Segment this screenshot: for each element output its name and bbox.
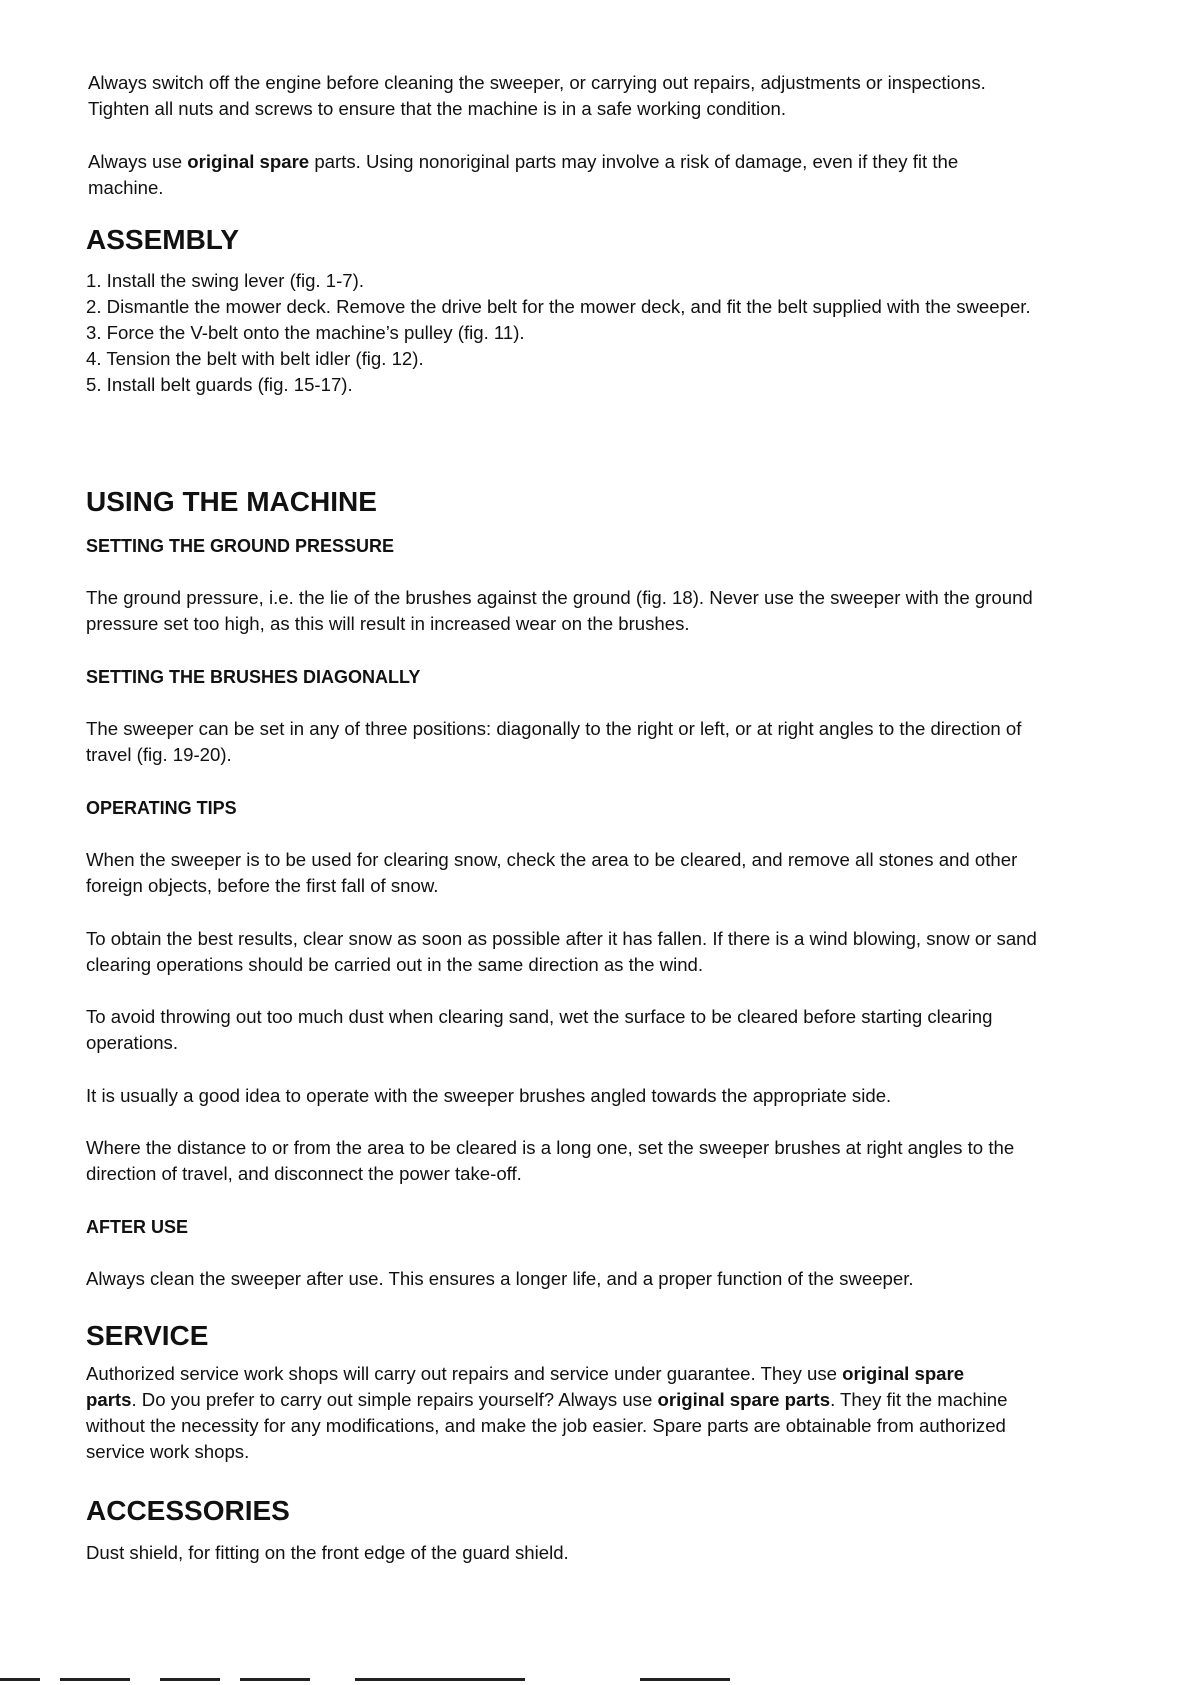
tips-heading: OPERATING TIPS (86, 798, 237, 818)
service-line-4: service work shops. (86, 1441, 250, 1462)
tips-p5-line-2: direction of travel, and disconnect the power take-off. (86, 1163, 522, 1184)
assembly-step-5: 5. Install belt guards (fig. 15-17). (86, 374, 353, 395)
accessories-text: Dust shield, for fitting on the front edge of the guard shield. (86, 1542, 569, 1563)
diagonal-line-2: travel (fig. 19-20). (86, 744, 232, 765)
after-use-text: Always clean the sweeper after use. This ensures a longer life, and a proper function of the sweeper. (86, 1268, 914, 1289)
service-line-2-text-1: . Do you prefer to carry out simple repairs yourself? Always use (131, 1389, 658, 1410)
service-line-2-text-2: . They fit the machine (830, 1389, 1008, 1410)
intro-line-1: Always switch off the engine before cleaning the sweeper, or carrying out repairs, adjustments or inspections. (88, 72, 986, 93)
assembly-step-2: 2. Dismantle the mower deck. Remove the drive belt for the mower deck, and fit the belt supplied with the sweeper. (86, 296, 1031, 317)
cutoff-text-fragments (0, 1678, 1192, 1685)
intro-parts-line-2: machine. (88, 177, 164, 198)
assembly-step-3: 3. Force the V-belt onto the machine’s pulley (fig. 11). (86, 322, 525, 343)
service-line-1-text: Authorized service work shops will carry out repairs and service under guarantee. They use (86, 1363, 843, 1384)
diagonal-line-1: The sweeper can be set in any of three positions: diagonally to the right or left, or at right angles to the direction of (86, 718, 1022, 739)
intro-parts-prefix: Always use (88, 151, 188, 172)
tips-p2-line-1: To obtain the best results, clear snow as soon as possible after it has fallen. If there is a wind blowing, snow or sand (86, 928, 1037, 949)
service-line-1 (86, 1361, 964, 1387)
tips-p3-line-2: operations. (86, 1032, 178, 1053)
service-heading: SERVICE (86, 1320, 209, 1351)
tips-p4-line-1: It is usually a good idea to operate with the sweeper brushes angled towards the appropriate side. (86, 1085, 892, 1106)
intro-parts-line (88, 149, 958, 175)
service-line-2 (86, 1387, 1007, 1413)
assembly-heading: ASSEMBLY (86, 224, 240, 255)
intro-line-2: Tighten all nuts and screws to ensure that the machine is in a safe working condition. (88, 98, 786, 119)
after-use-heading: AFTER USE (86, 1217, 189, 1237)
intro-parts-suffix: parts. Using nonoriginal parts may involve a risk of damage, even if they fit the (309, 151, 959, 172)
intro-parts-bold: original spare (187, 151, 310, 172)
accessories-heading: ACCESSORIES (86, 1495, 290, 1526)
tips-p2-line-2: clearing operations should be carried out in the same direction as the wind. (86, 954, 704, 975)
tips-p1-line-2: foreign objects, before the first fall of snow. (86, 875, 439, 896)
ground-pressure-line-2: pressure set too high, as this will result in increased wear on the brushes. (86, 613, 690, 634)
tips-p5-line-1: Where the distance to or from the area to be cleared is a long one, set the sweeper brushes at right angles to the (86, 1137, 1015, 1158)
ground-pressure-heading: SETTING THE GROUND PRESSURE (86, 536, 395, 556)
service-line-2-bold-2: original spare parts (657, 1389, 831, 1410)
service-line-2-bold: parts (86, 1389, 132, 1410)
service-line-3: without the necessity for any modifications, and make the job easier. Spare parts are obtainable from authorized (86, 1415, 1006, 1436)
tips-p3-line-1: To avoid throwing out too much dust when clearing sand, wet the surface to be cleared before starting clearing (86, 1006, 993, 1027)
diagonal-heading: SETTING THE BRUSHES DIAGONALLY (86, 667, 421, 687)
assembly-step-4: 4. Tension the belt with belt idler (fig. 12). (86, 348, 424, 369)
service-line-1-bold: original spare (842, 1363, 965, 1384)
using-heading: USING THE MACHINE (86, 486, 377, 517)
ground-pressure-line-1: The ground pressure, i.e. the lie of the brushes against the ground (fig. 18). Never use the sweeper with the ground (86, 587, 1033, 608)
assembly-step-1: 1. Install the swing lever (fig. 1-7). (86, 270, 364, 291)
tips-p1-line-1: When the sweeper is to be used for clearing snow, check the area to be cleared, and remove all stones and other (86, 849, 1018, 870)
